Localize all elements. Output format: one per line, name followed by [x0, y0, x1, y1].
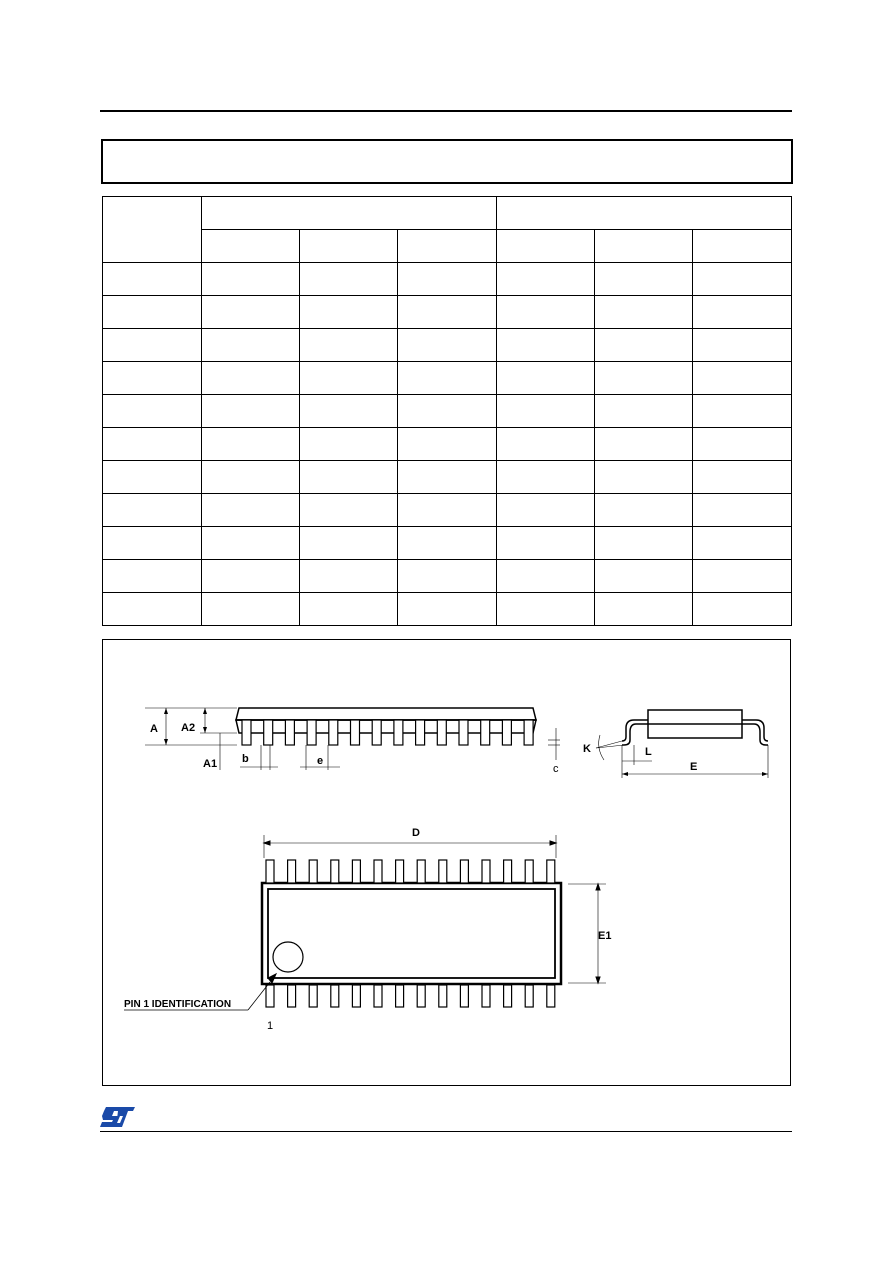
label-A2: A2	[181, 722, 196, 734]
side-lead	[285, 720, 294, 745]
side-lead	[394, 720, 403, 745]
label-D: D	[412, 827, 420, 839]
label-E: E	[690, 761, 698, 773]
top-lead-upper	[374, 860, 382, 883]
label-L: L	[645, 746, 652, 758]
side-lead	[351, 720, 360, 745]
side-lead	[416, 720, 425, 745]
top-lead-upper	[547, 860, 555, 883]
top-lead-upper	[460, 860, 468, 883]
top-lead-upper	[417, 860, 425, 883]
side-lead	[481, 720, 490, 745]
top-lead-lower	[525, 985, 533, 1007]
top-lead-lower	[288, 985, 296, 1007]
label-e: e	[317, 755, 324, 767]
top-lead-upper	[266, 860, 274, 883]
top-lead-lower	[460, 985, 468, 1007]
end-view	[596, 710, 768, 778]
top-lead-lower	[482, 985, 490, 1007]
top-body-inner	[268, 889, 555, 978]
top-leads-upper	[266, 860, 555, 883]
label-c: c	[553, 763, 559, 775]
side-lead	[502, 720, 511, 745]
label-b: b	[242, 753, 249, 765]
label-K: K	[583, 743, 591, 755]
side-lead	[307, 720, 316, 745]
pin1-number-label: 1	[267, 1020, 274, 1032]
top-lead-lower	[396, 985, 404, 1007]
side-lead	[242, 720, 251, 745]
top-lead-lower	[374, 985, 382, 1007]
top-leads-lower	[266, 985, 555, 1007]
top-lead-lower	[352, 985, 360, 1007]
top-view	[124, 835, 606, 1010]
top-lead-lower	[309, 985, 317, 1007]
label-A1: A1	[203, 758, 218, 770]
top-lead-upper	[288, 860, 296, 883]
top-lead-upper	[525, 860, 533, 883]
top-lead-lower	[547, 985, 555, 1007]
side-body-top	[236, 708, 536, 720]
side-body-bottom	[236, 720, 536, 733]
top-lead-upper	[331, 860, 339, 883]
top-lead-upper	[439, 860, 447, 883]
label-A: A	[150, 723, 158, 735]
top-body-outer	[262, 883, 561, 984]
label-E1: E1	[598, 930, 612, 942]
top-lead-lower	[504, 985, 512, 1007]
st-logo-icon	[100, 1106, 136, 1128]
top-lead-upper	[309, 860, 317, 883]
side-lead	[264, 720, 273, 745]
top-lead-upper	[396, 860, 404, 883]
side-lead	[459, 720, 468, 745]
side-lead	[372, 720, 381, 745]
side-lead	[329, 720, 338, 745]
top-lead-lower	[417, 985, 425, 1007]
top-lead-lower	[331, 985, 339, 1007]
pin1-identification-label: PIN 1 IDENTIFICATION	[124, 999, 232, 1010]
pin1-dot	[273, 942, 303, 972]
top-lead-lower	[439, 985, 447, 1007]
side-lead	[437, 720, 446, 745]
top-lead-upper	[504, 860, 512, 883]
top-lead-upper	[482, 860, 490, 883]
top-lead-lower	[266, 985, 274, 1007]
top-lead-upper	[352, 860, 360, 883]
footer-rule	[100, 1131, 792, 1132]
side-lead	[524, 720, 533, 745]
